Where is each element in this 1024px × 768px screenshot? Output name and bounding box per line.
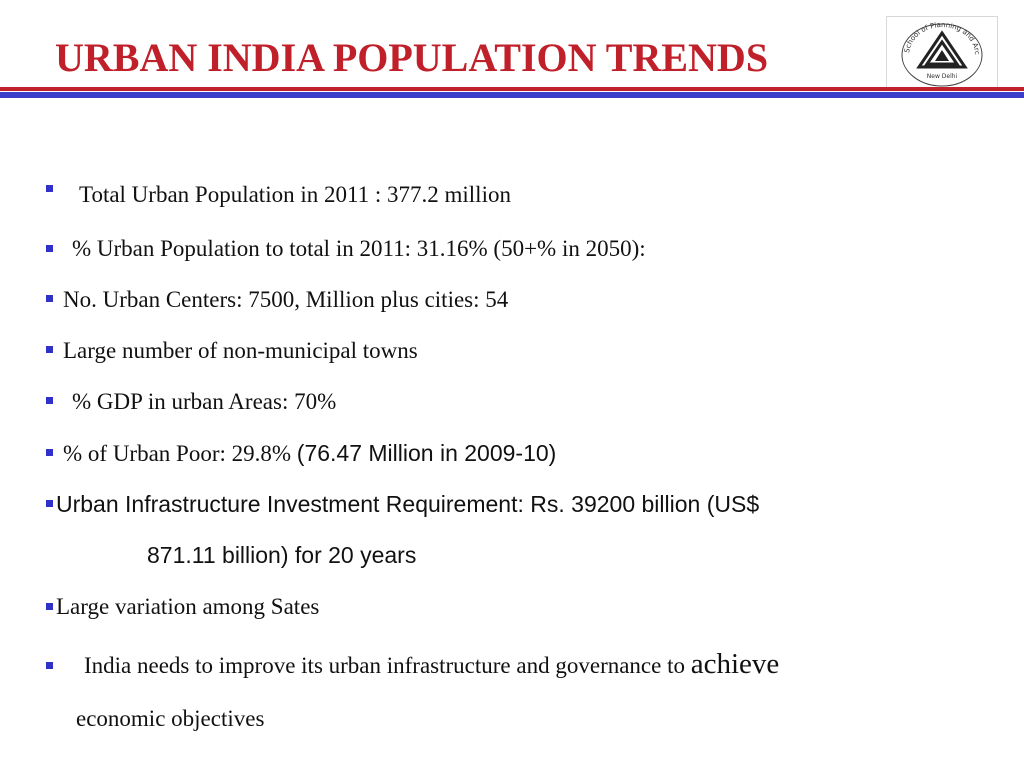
bullet-marker: [46, 662, 53, 669]
bullet-marker: [46, 603, 53, 610]
bullet-infrastructure-investment-continued: 871.11 billion) for 20 years: [147, 542, 417, 568]
header-band-red: [0, 87, 1024, 91]
urban-poor-label: % of Urban Poor: 29.8%: [63, 441, 297, 466]
urban-poor-figure: (76.47 Million in 2009-10): [296, 440, 557, 466]
bullet-non-municipal-towns: Large number of non-municipal towns: [63, 338, 418, 363]
bullet-total-urban-population: Total Urban Population in 2011 : 377.2 million: [79, 182, 511, 207]
bullet-marker: [46, 449, 53, 456]
bullet-urban-poor: [63, 440, 556, 467]
bullet-india-needs: [84, 648, 779, 681]
bullet-gdp-urban: % GDP in urban Areas: 70%: [72, 389, 337, 414]
bullet-india-needs-continued: economic objectives: [76, 706, 265, 731]
header-band-blue: [0, 92, 1024, 98]
spa-logo-icon: [887, 17, 997, 87]
slide-title: URBAN INDIA POPULATION TRENDS: [55, 35, 769, 80]
bullet-state-variation: Large variation among Sates: [56, 594, 320, 619]
bullet-marker: [46, 500, 53, 507]
logo-city-text: New Delhi: [926, 73, 958, 80]
bullet-marker: [46, 245, 53, 252]
bullet-infrastructure-investment: Urban Infrastructure Investment Requirement: Rs. 39200 billion (US$: [56, 491, 760, 517]
bullet-marker: [46, 295, 53, 302]
bullet-marker: [46, 397, 53, 404]
india-needs-text: India needs to improve its urban infrastructure and governance to: [84, 653, 691, 678]
bullet-marker: [46, 185, 53, 192]
bullet-urban-population-share: % Urban Population to total in 2011: 31.16% (50+% in 2050):: [72, 236, 646, 261]
bullet-urban-centers: No. Urban Centers: 7500, Million plus cities: 54: [63, 287, 509, 312]
achieve-word: achieve: [690, 648, 780, 680]
logo-ring-text: School of Planning and Arc: [903, 20, 982, 56]
institution-logo: [886, 16, 998, 88]
bullet-marker: [46, 346, 53, 353]
